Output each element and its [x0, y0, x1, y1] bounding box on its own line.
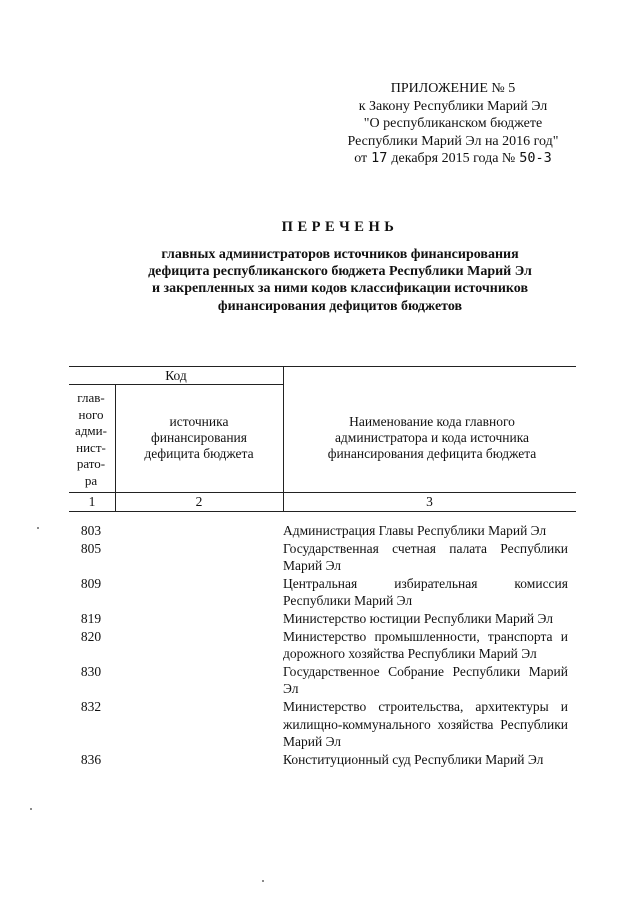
admin-code: 809: [80, 575, 102, 591]
admin-name: Администрация Главы Республики Марий Эл: [283, 523, 547, 538]
admin-code: 805: [80, 540, 102, 556]
admin-name: Министерство строительства, архитектуры и жилищно-коммунального хозяйства Республики Марий Эл: [283, 698, 568, 750]
admin-name: Министерство промышленности, транспорта и дорожного хозяйства Республики Марий Эл: [283, 628, 568, 662]
appendix-law-name-line2: Республики Марий Эл на 2016 год": [347, 133, 559, 149]
header-name: [288, 414, 576, 462]
table-row: [69, 698, 579, 751]
table-row: [69, 540, 579, 575]
appendix-law-reference: к Закону Республики Марий Эл: [358, 98, 548, 114]
date-prefix: от: [354, 151, 368, 167]
date-rest: декабря 2015 года №: [391, 151, 516, 167]
table-top-border: [69, 366, 576, 367]
header-name-line: финансирования дефицита бюджета: [327, 446, 537, 461]
header-bottom-border: [69, 492, 576, 493]
admin-code: 832: [80, 698, 102, 714]
admin-code: 830: [80, 663, 102, 679]
admin-code: 803: [80, 523, 102, 538]
table-row: [69, 610, 579, 628]
header-admin-line: рато-: [76, 456, 106, 471]
header-name-line: Наименование кода главного: [349, 414, 515, 429]
subtitle-line: финансирования дефицитов бюджетов: [217, 298, 463, 314]
date-day: 17: [371, 150, 388, 167]
subtitle-line: и закрепленных за ними кодов классификации источников: [151, 281, 529, 297]
name-column-divider: [283, 366, 284, 511]
law-number: 50-З: [519, 150, 552, 167]
header-admin-line: глав-: [77, 390, 105, 405]
admin-code: 819: [80, 610, 102, 626]
number-row-border: [69, 511, 576, 512]
admin-name: Министерство юстиции Республики Марий Эл: [283, 610, 553, 626]
document-title: ПЕРЕЧЕНЬ: [281, 219, 399, 235]
admin-name: Центральная избирательная комиссия Республики Марий Эл: [283, 575, 568, 609]
scan-speck: [262, 880, 264, 882]
header-admin-line: ра: [84, 472, 98, 488]
header-admin-line: ного: [78, 406, 104, 422]
column-number-1: 1: [88, 494, 96, 509]
appendix-title: ПРИЛОЖЕНИЕ № 5: [390, 81, 516, 96]
column-number-3: 3: [426, 494, 433, 509]
appendix-law-name-line1: "О республиканском бюджете: [363, 116, 543, 132]
document-subtitle: [70, 246, 610, 315]
table-row: [69, 522, 579, 540]
admin-code: 836: [80, 751, 102, 767]
table-row: [69, 663, 579, 698]
table-row: [69, 575, 579, 610]
header-name-line: администратора и кода источника: [334, 430, 530, 445]
scan-speck: [30, 808, 32, 810]
header-source-line: источника: [169, 414, 229, 429]
admin-column-divider: [115, 384, 116, 511]
column-number-2: 2: [195, 494, 203, 509]
header-admin-line: адми-: [75, 423, 107, 438]
table-row: [69, 628, 579, 663]
header-source: [119, 414, 279, 462]
admin-code: 820: [80, 628, 102, 644]
appendix-header: [308, 80, 598, 168]
code-header-divider: [69, 384, 283, 385]
table-row: [69, 751, 579, 769]
admin-name: Государственное Собрание Республики Марий Эл: [283, 663, 568, 697]
subtitle-line: главных администраторов источников финансирования: [161, 247, 519, 262]
appendix-law-date: [308, 150, 598, 168]
header-code: Код: [165, 368, 187, 383]
administrator-list: [69, 522, 579, 768]
admin-name: Государственная счетная палата Республики Марий Эл: [283, 540, 568, 574]
header-admin: [69, 390, 113, 489]
header-source-line: дефицита бюджета: [144, 446, 254, 461]
subtitle-line: дефицита республиканского бюджета Республики Марий Эл: [148, 264, 532, 280]
scan-speck: [37, 527, 39, 529]
header-source-line: финансирования: [151, 430, 247, 445]
admin-name: Конституционный суд Республики Марий Эл: [283, 751, 544, 767]
header-admin-line: нист-: [76, 439, 106, 455]
